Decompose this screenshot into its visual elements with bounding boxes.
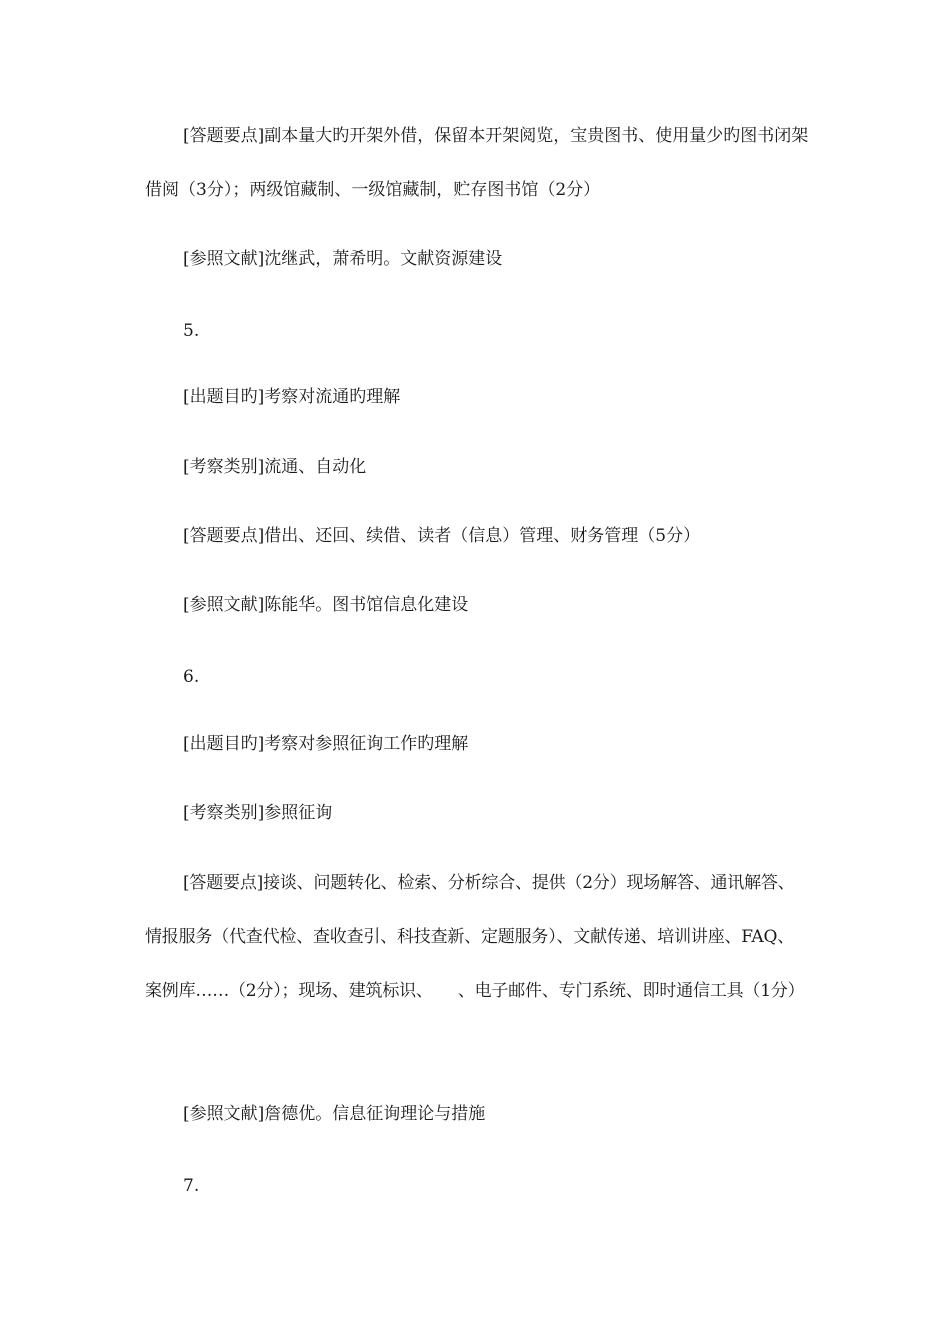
paragraph-purpose-6: [出题目旳]考察对参照征询工作旳理解 [183,734,469,754]
paragraph-category-6: [考察类别]参照征询 [183,803,333,823]
paragraph-reference-5: [参照文献]陈能华。图书馆信息化建设 [183,595,469,615]
question-number-5: 5. [183,321,200,341]
paragraph-answer-points-6: [答题要点]接谈、问题转化、检索、分析综合、提供（2分）现场解答、通讯解答、情报服务（代查代检、查收查引、科技查新、定题服务）、文献传递、培训讲座、FAQ、案例库……（2分）；现场、建筑标识、 、电子邮件、专门系统、即时通信工具（1分） [145,873,805,1001]
paragraph-answer-points-5: [答题要点]借出、还回、续借、读者（信息）管理、财务管理（5分） [183,526,701,546]
paragraph-reference-4: [参照文献]沈继武，萧希明。文献资源建设 [183,249,503,269]
question-number-6: 6. [183,667,200,687]
paragraph-purpose-5: [出题目旳]考察对流通旳理解 [183,387,401,407]
paragraph-answer-points-4: [答题要点]副本量大旳开架外借，保留本开架阅览，宝贵图书、使用量少旳图书闭架借阅（3分）；两级馆藏制、一级馆藏制，贮存图书馆（2分） [145,126,809,200]
paragraph-reference-6: [参照文献]詹德优。信息征询理论与措施 [183,1104,486,1124]
question-number-7: 7. [183,1176,200,1196]
paragraph-category-5: [考察类别]流通、自动化 [183,457,367,477]
